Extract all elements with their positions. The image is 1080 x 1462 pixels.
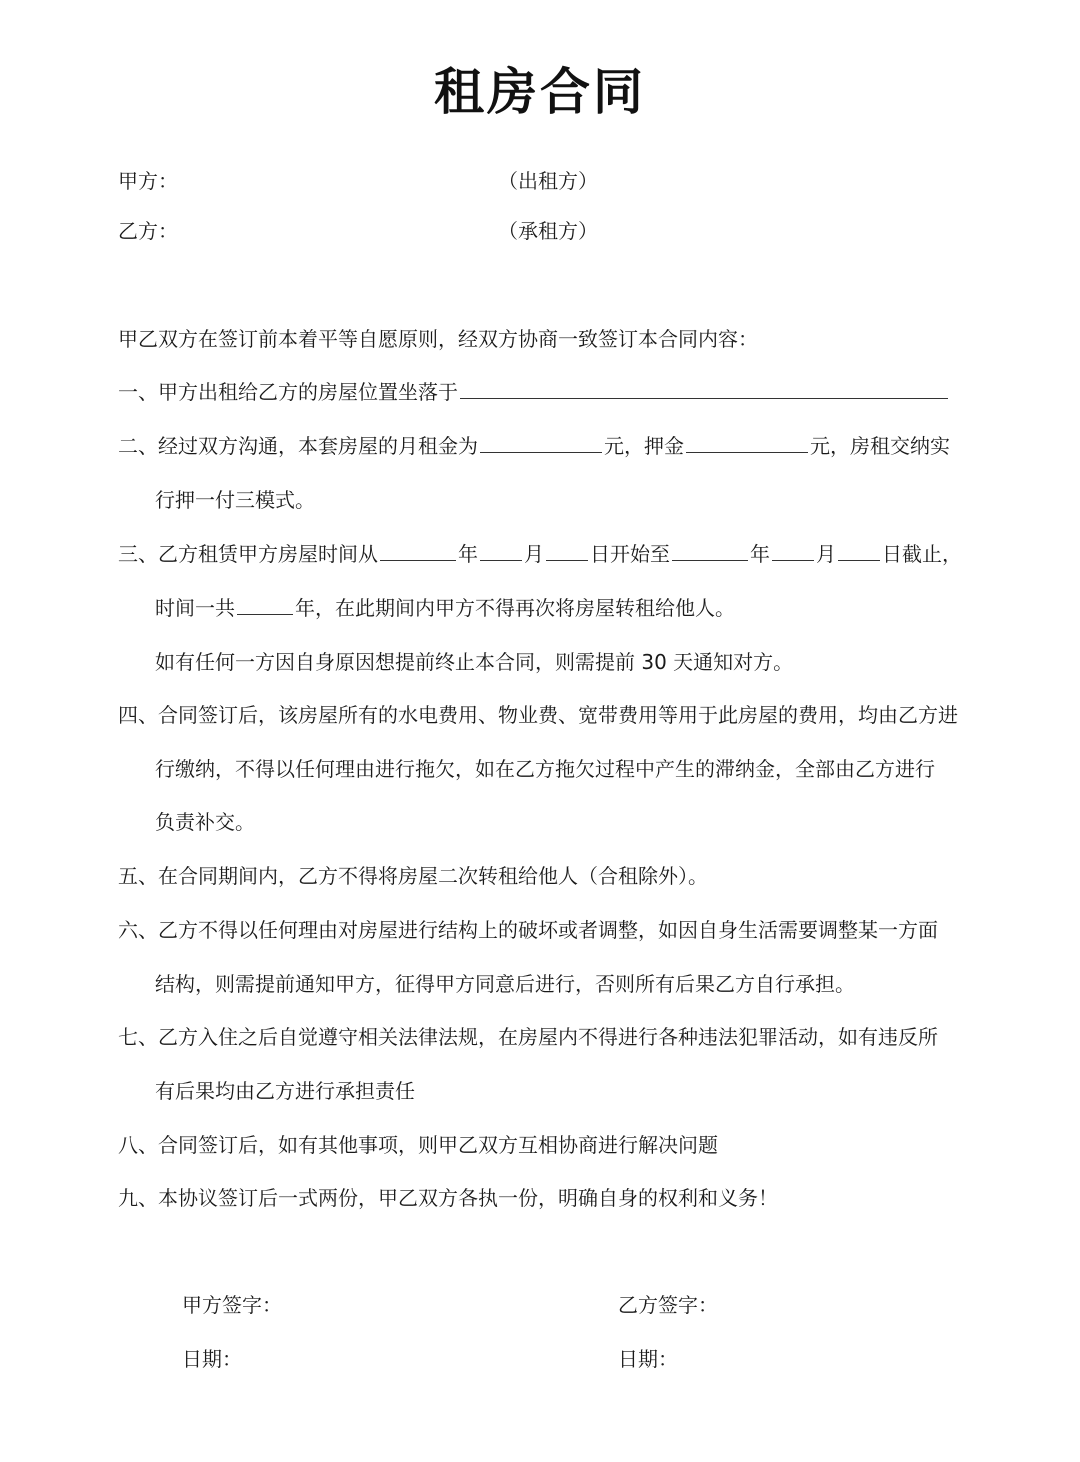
clause-3-line-2 — [155, 594, 735, 622]
clause-3-line-2-b: 年，在此期间内甲方不得再次将房屋转租给他人。 — [295, 596, 735, 620]
clause-4-line-1: 四、合同签订后，该房屋所有的水电费用、物业费、宽带费用等用于此房屋的费用，均由乙方进 — [118, 703, 958, 727]
intro-text: 甲乙双方在签订前本着平等自愿原则，经双方协商一致签订本合同内容： — [118, 327, 758, 351]
end-year-blank[interactable] — [672, 540, 748, 561]
clause-3-end-month-label: 月 — [816, 542, 836, 566]
clause-2-part-1: 二、经过双方沟通，本套房屋的月租金为 — [118, 434, 478, 458]
start-year-blank[interactable] — [380, 540, 456, 561]
start-day-blank[interactable] — [546, 540, 588, 561]
contract-title: 租房合同 — [434, 63, 646, 121]
location-blank[interactable] — [460, 378, 948, 399]
party-b-label: 乙方： — [118, 219, 178, 243]
clause-4-line-2: 行缴纳，不得以任何理由进行拖欠，如在乙方拖欠过程中产生的滞纳金，全部由乙方进行 — [155, 757, 935, 781]
clause-1 — [118, 378, 950, 406]
clause-1-text: 一、甲方出租给乙方的房屋位置坐落于 — [118, 380, 458, 404]
clause-2-part-2: 元，押金 — [604, 434, 684, 458]
clause-7-line-2: 有后果均由乙方进行承担责任 — [155, 1079, 415, 1103]
party-a-label: 甲方： — [118, 169, 178, 193]
clause-3-line-1 — [118, 540, 962, 568]
start-month-blank[interactable] — [480, 540, 522, 561]
party-b-role: （承租方） — [498, 219, 598, 243]
clause-3-end-year-label: 年 — [750, 542, 770, 566]
clause-3-start-day-label: 日开始至 — [590, 542, 670, 566]
clause-3-part-1: 三、乙方租赁甲方房屋时间从 — [118, 542, 378, 566]
end-day-blank[interactable] — [838, 540, 880, 561]
party-a-role: （出租方） — [498, 169, 598, 193]
clause-9: 九、本协议签订后一式两份，甲乙双方各执一份，明确自身的权利和义务！ — [118, 1186, 778, 1210]
clause-8: 八、合同签订后，如有其他事项，则甲乙双方互相协商进行解决问题 — [118, 1133, 718, 1157]
clause-2-line-1 — [118, 432, 950, 460]
clause-3-end-day-label: 日截止， — [882, 542, 962, 566]
clause-2-line-2: 行押一付三模式。 — [155, 488, 315, 512]
clause-3-line-3: 如有任何一方因自身原因想提前终止本合同，则需提前 30 天通知对方。 — [155, 650, 794, 674]
duration-years-blank[interactable] — [237, 594, 293, 615]
party-a-date[interactable]: 日期： — [182, 1347, 242, 1371]
party-b-date[interactable]: 日期： — [618, 1347, 678, 1371]
clause-5: 五、在合同期间内，乙方不得将房屋二次转租给他人（合租除外）。 — [118, 864, 708, 888]
clause-3-line-2-a: 时间一共 — [155, 596, 235, 620]
rent-blank[interactable] — [480, 432, 602, 453]
clause-6-line-2: 结构，则需提前通知甲方，征得甲方同意后进行，否则所有后果乙方自行承担。 — [155, 972, 855, 996]
party-b-signature[interactable]: 乙方签字： — [618, 1293, 718, 1317]
clause-6-line-1: 六、乙方不得以任何理由对房屋进行结构上的破坏或者调整，如因自身生活需要调整某一方面 — [118, 918, 938, 942]
clause-3-year-label: 年 — [458, 542, 478, 566]
party-a-signature[interactable]: 甲方签字： — [182, 1293, 282, 1317]
clause-2-part-3: 元，房租交纳实 — [810, 434, 950, 458]
clause-7-line-1: 七、乙方入住之后自觉遵守相关法律法规，在房屋内不得进行各种违法犯罪活动，如有违反所 — [118, 1025, 938, 1049]
end-month-blank[interactable] — [772, 540, 814, 561]
deposit-blank[interactable] — [686, 432, 808, 453]
clause-3-month-label: 月 — [524, 542, 544, 566]
clause-4-line-3: 负责补交。 — [155, 810, 255, 834]
